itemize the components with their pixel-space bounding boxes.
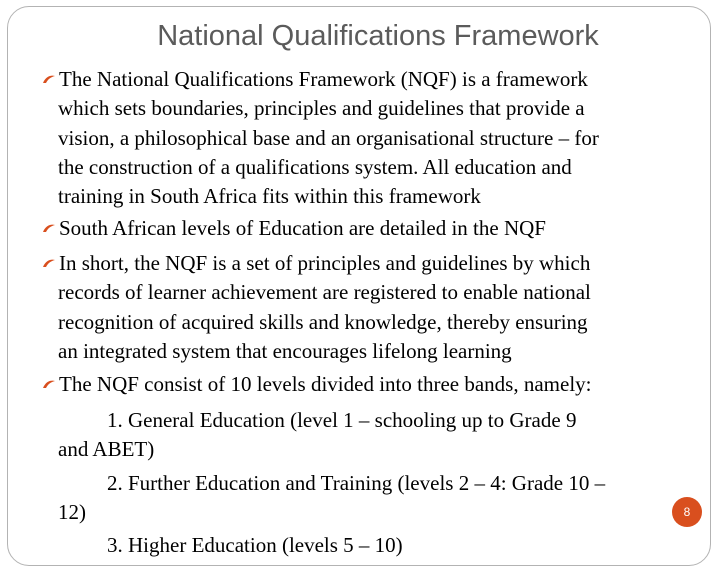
level-3-line-1: 3. Higher Education (levels 5 – 10) <box>107 533 403 557</box>
bullet-text: vision, a philosophical base and an organisational structure – for <box>58 125 599 150</box>
level-1-line-1: 1. General Education (level 1 – schooling up to Grade 9 <box>107 408 577 432</box>
bullet-first-line <box>42 370 592 399</box>
bullet-text: an integrated system that encourages lifelong learning <box>58 338 512 363</box>
leaf-swoosh-icon <box>42 74 56 85</box>
bullet-text: which sets boundaries, principles and guidelines that provide a <box>58 96 585 121</box>
bullet-nqf-summary <box>42 249 591 366</box>
bullet-text: recognition of acquired skills and knowledge, thereby ensuring <box>58 309 588 334</box>
bullet-nqf-bands <box>42 370 592 399</box>
leaf-swoosh-icon <box>42 258 56 269</box>
bullet-nqf-definition <box>42 65 599 211</box>
leaf-swoosh-icon <box>42 223 56 234</box>
level-2-line-1: 2. Further Education and Training (levels 2 – 4: Grade 10 – <box>107 471 606 495</box>
bullet-first-line <box>42 214 546 243</box>
bullet-text: South African levels of Education are detailed in the NQF <box>59 216 546 240</box>
page-number-badge: 8 <box>672 497 702 527</box>
bullet-text: records of learner achievement are registered to enable national <box>58 280 591 305</box>
level-1-line-2: and ABET) <box>58 437 155 461</box>
bullet-text: training in South Africa fits within this framework <box>58 184 481 209</box>
slide-title: National Qualifications Framework <box>157 20 599 52</box>
leaf-swoosh-icon <box>42 379 56 390</box>
level-2-line-2: 12) <box>58 500 86 524</box>
bullet-text: the construction of a qualifications system. All education and <box>58 154 572 179</box>
bullet-text: The National Qualifications Framework (NQF) is a framework <box>59 67 588 91</box>
bullet-first-line <box>42 65 599 94</box>
bullet-text: In short, the NQF is a set of principles and guidelines by which <box>59 251 591 275</box>
bullet-first-line <box>42 249 591 278</box>
bullet-sa-levels <box>42 214 546 243</box>
bullet-text: The NQF consist of 10 levels divided into three bands, namely: <box>59 372 592 396</box>
